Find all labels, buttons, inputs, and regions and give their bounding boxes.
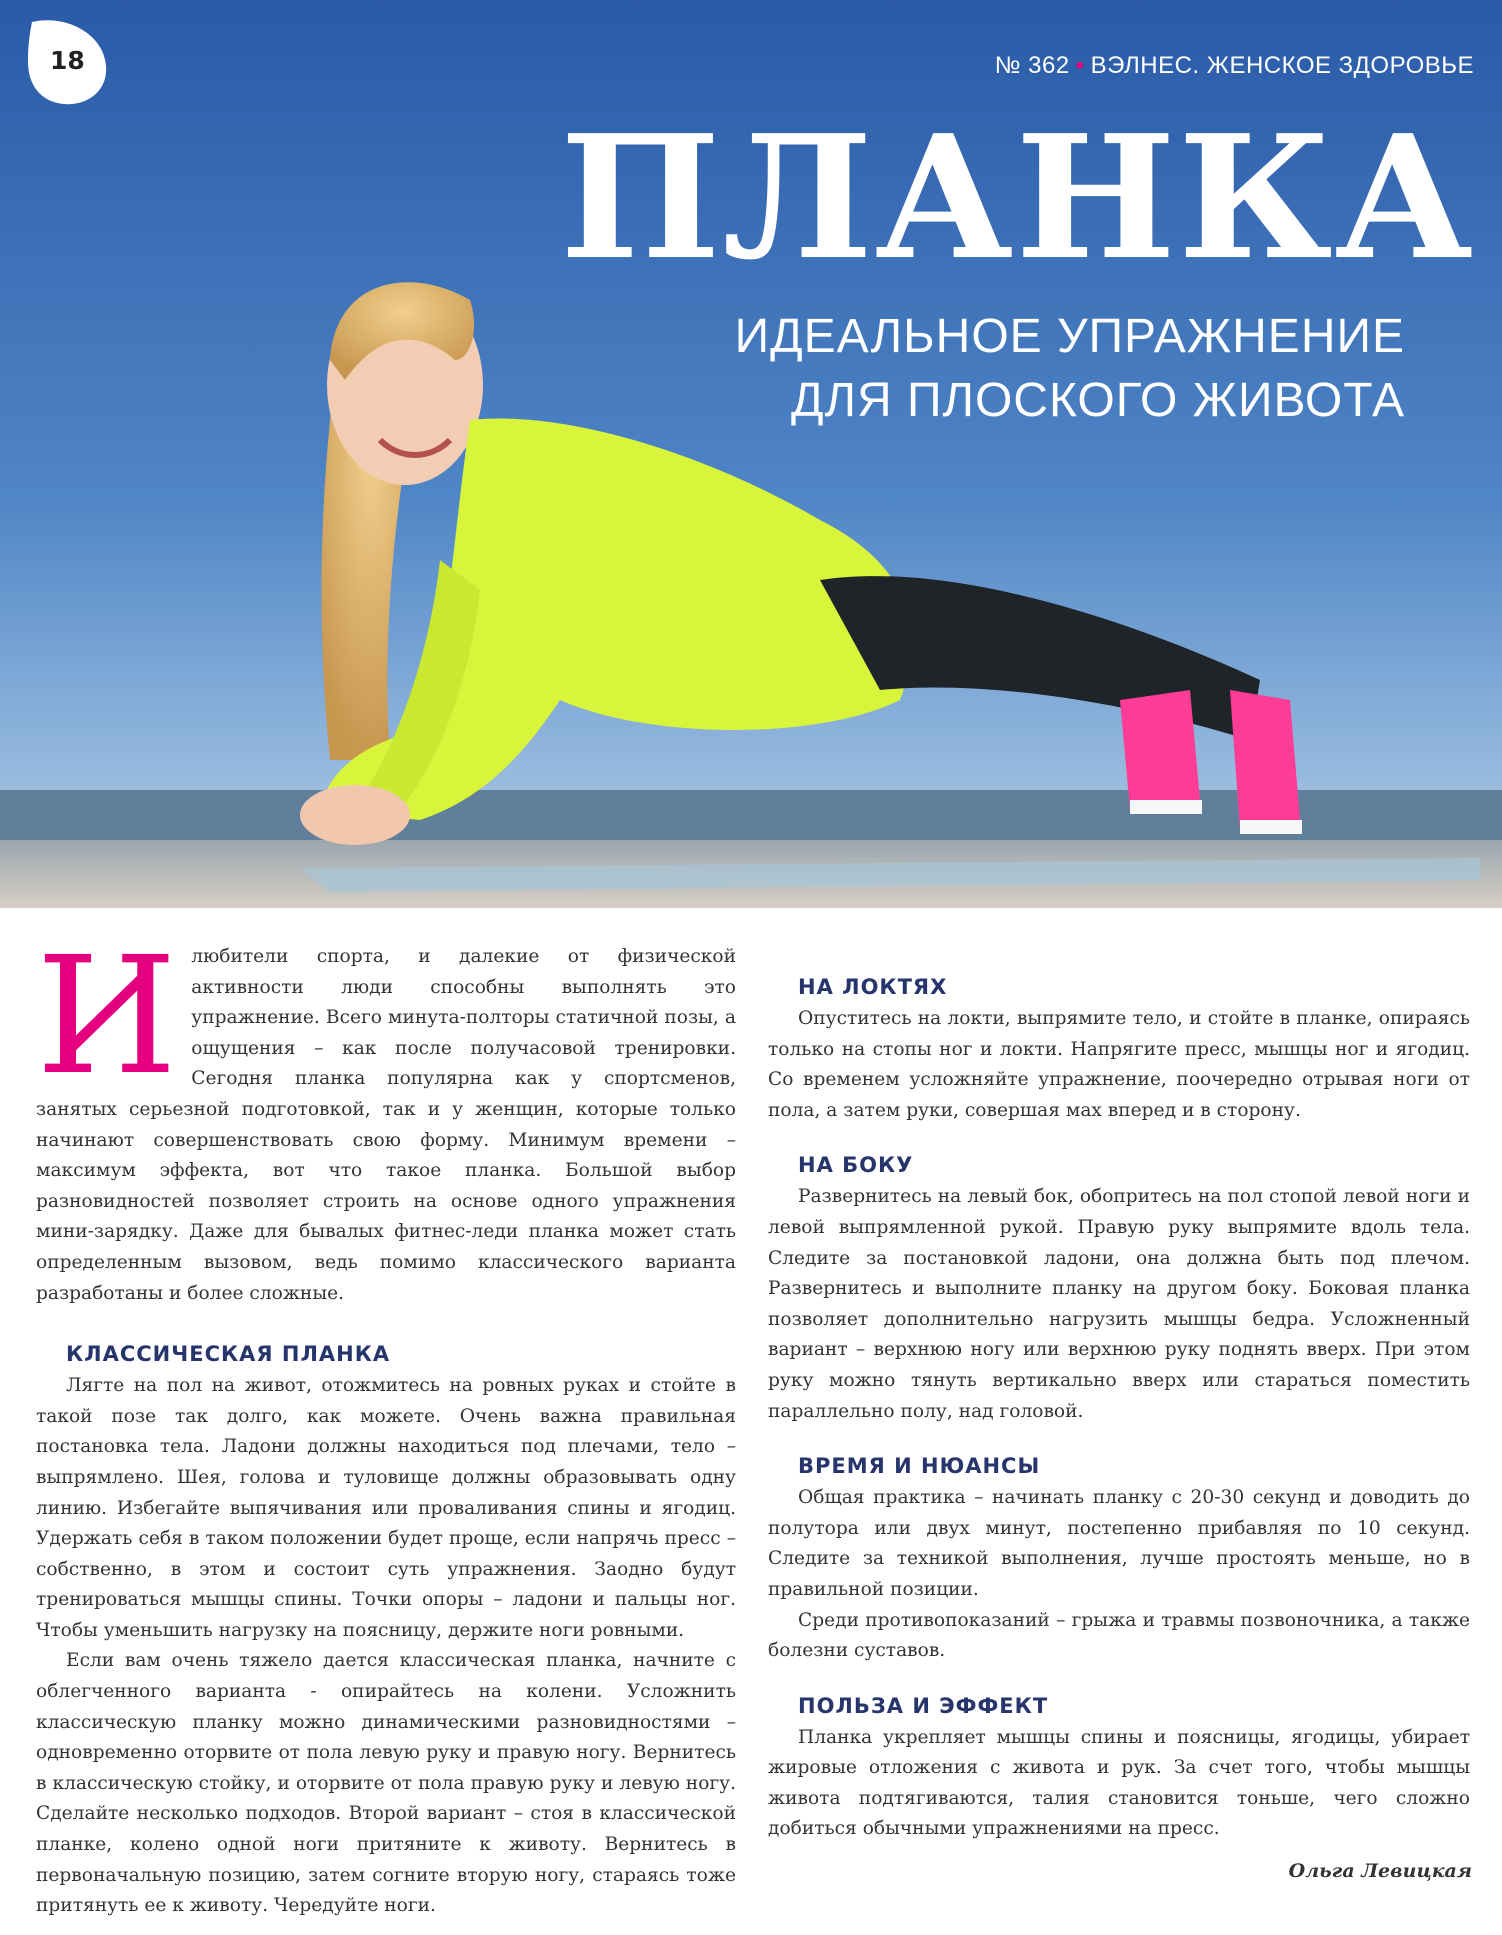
heading-classic: КЛАССИЧЕСКАЯ ПЛАНКА bbox=[66, 1342, 391, 1367]
hero-photo bbox=[0, 0, 1502, 908]
side-paragraph: Развернитесь на левый бок, обопритесь на пол стопой левой ноги и левой выпрямленной рукой. Правую руку выпрямите вдоль тела. Следите за постановкой ладони, она должна быть под плечом. Развернитесь и выполните планку на другом боку. Боковая планка позволяет дополнительно нагрузить мышцы бедра. Усложненный вариант – верхнюю ногу или верхнюю руку поднять вверх. При этом руку можно тянуть вертикально вверх или стараться поместить параллельно полу, над головой. bbox=[768, 1186, 1470, 1422]
heading-elbows: НА ЛОКТЯХ bbox=[798, 975, 948, 999]
subtitle-line-1: ИДЕАЛЬНОЕ УПРАЖНЕНИЕ bbox=[734, 310, 1405, 363]
time-paragraph-2: Среди противопоказаний – грыжа и травмы позвоночника, а также болезни суставов. bbox=[768, 1609, 1470, 1662]
issue-header bbox=[995, 52, 1474, 80]
article-title: ПЛАНКА bbox=[560, 98, 1476, 298]
bullet-icon: • bbox=[1075, 52, 1085, 79]
right-column bbox=[768, 972, 1470, 1845]
heading-benefit: ПОЛЬЗА И ЭФФЕКТ bbox=[798, 1693, 1049, 1718]
elbows-paragraph: Опуститесь на локти, выпрямите тело, и стойте в планке, опираясь только на стопы ног и локти. Напрягите пресс, мышцы ног и ягодиц. Со временем усложняйте упражнение, поочередно отрывая ноги от пола, а затем руки, совершая мах вперед и в сторону. bbox=[768, 1008, 1470, 1121]
intro-paragraph: любители спорта, и далекие от физической активности люди способны выполнять это упражнение. Всего минута-полторы статичной позы, а ощущения – как после получасовой тренировки. Сегодня планка популярна как у спортсменов, занятых серьезной подготовкой, так и у женщин, которые только начинают совершенствовать свою форму. Минимум времени – максимум эффекта, вот что такое планка. Большой выбор разновидностей позволяет строить на основе одного упражнения мини-зарядку. Даже для бывалых фитнес-леди планка может стать определенным вызовом, ведь помимо классического варианта разработаны и более сложные. bbox=[36, 946, 736, 1304]
time-paragraph-1: Общая практика – начинать планку с 20-30 секунд и доводить до полутора или двух минут, постепенно прибавляя по 10 секунд. Следите за техникой выполнения, лучше простоять меньше, но в правильной позиции. bbox=[768, 1487, 1470, 1600]
classic-paragraph-2: Если вам очень тяжело дается классическая планка, начните с облегченного варианта - опирайтесь на колени. Усложнить классическую планку можно динамическими разновидностями – одновременно оторвите от пола левую руку и правую ногу. Вернитесь в классическую стойку, и оторвите от пола правую руку и левую ногу. Сделайте несколько подходов. Второй вариант – стоя в классической планке, колено одной ноги притяните к животу. Вернитесь в первоначальную позицию, затем согните вторую ногу, стараясь тоже притянуть ее к животу. Чередуйте ноги. bbox=[36, 1650, 736, 1917]
heading-side: НА БОКУ bbox=[798, 1153, 914, 1178]
left-column bbox=[36, 923, 736, 1922]
subtitle-line-2: ДЛЯ ПЛОСКОГО ЖИВОТА bbox=[790, 374, 1405, 427]
author-signature: Ольга Левицкая bbox=[1288, 1860, 1472, 1882]
classic-paragraph-1: Лягте на пол на живот, отожмитесь на ровных руках и стойте в такой позе так долго, как можете. Очень важна правильная постановка тела. Ладони должны находиться под плечами, тело – выпрямлено. Шея, голова и туловище должны образовывать одну линию. Избегайте выпячивания или проваливания спины и ягодиц. Удержать себя в таком положении будет проще, если напрячь пресс – собственно, в этом и состоит суть упражнения. Заодно будут тренироваться мышцы спины. Точки опоры – ладони и пальцы ног. Чтобы уменьшить нагрузку на поясницу, держите ноги ровными. bbox=[36, 1375, 736, 1641]
page-number: 18 bbox=[50, 46, 85, 75]
issue-number: № 362 bbox=[994, 52, 1070, 79]
benefit-paragraph: Планка укрепляет мышцы спины и поясницы, ягодицы, убирает жировые отложения с живота и рук. За счет того, чтобы мышцы живота подтягиваются, талия становится тоньше, чего сложно добиться обычными упражнениями на пресс. bbox=[768, 1726, 1470, 1840]
heading-time: ВРЕМЯ И НЮАНСЫ bbox=[798, 1454, 1041, 1479]
article-subtitle bbox=[600, 305, 1405, 433]
drop-cap: И bbox=[36, 923, 178, 1111]
issue-section: ВЭЛНЕС. ЖЕНСКОЕ ЗДОРОВЬЕ bbox=[1090, 52, 1474, 79]
